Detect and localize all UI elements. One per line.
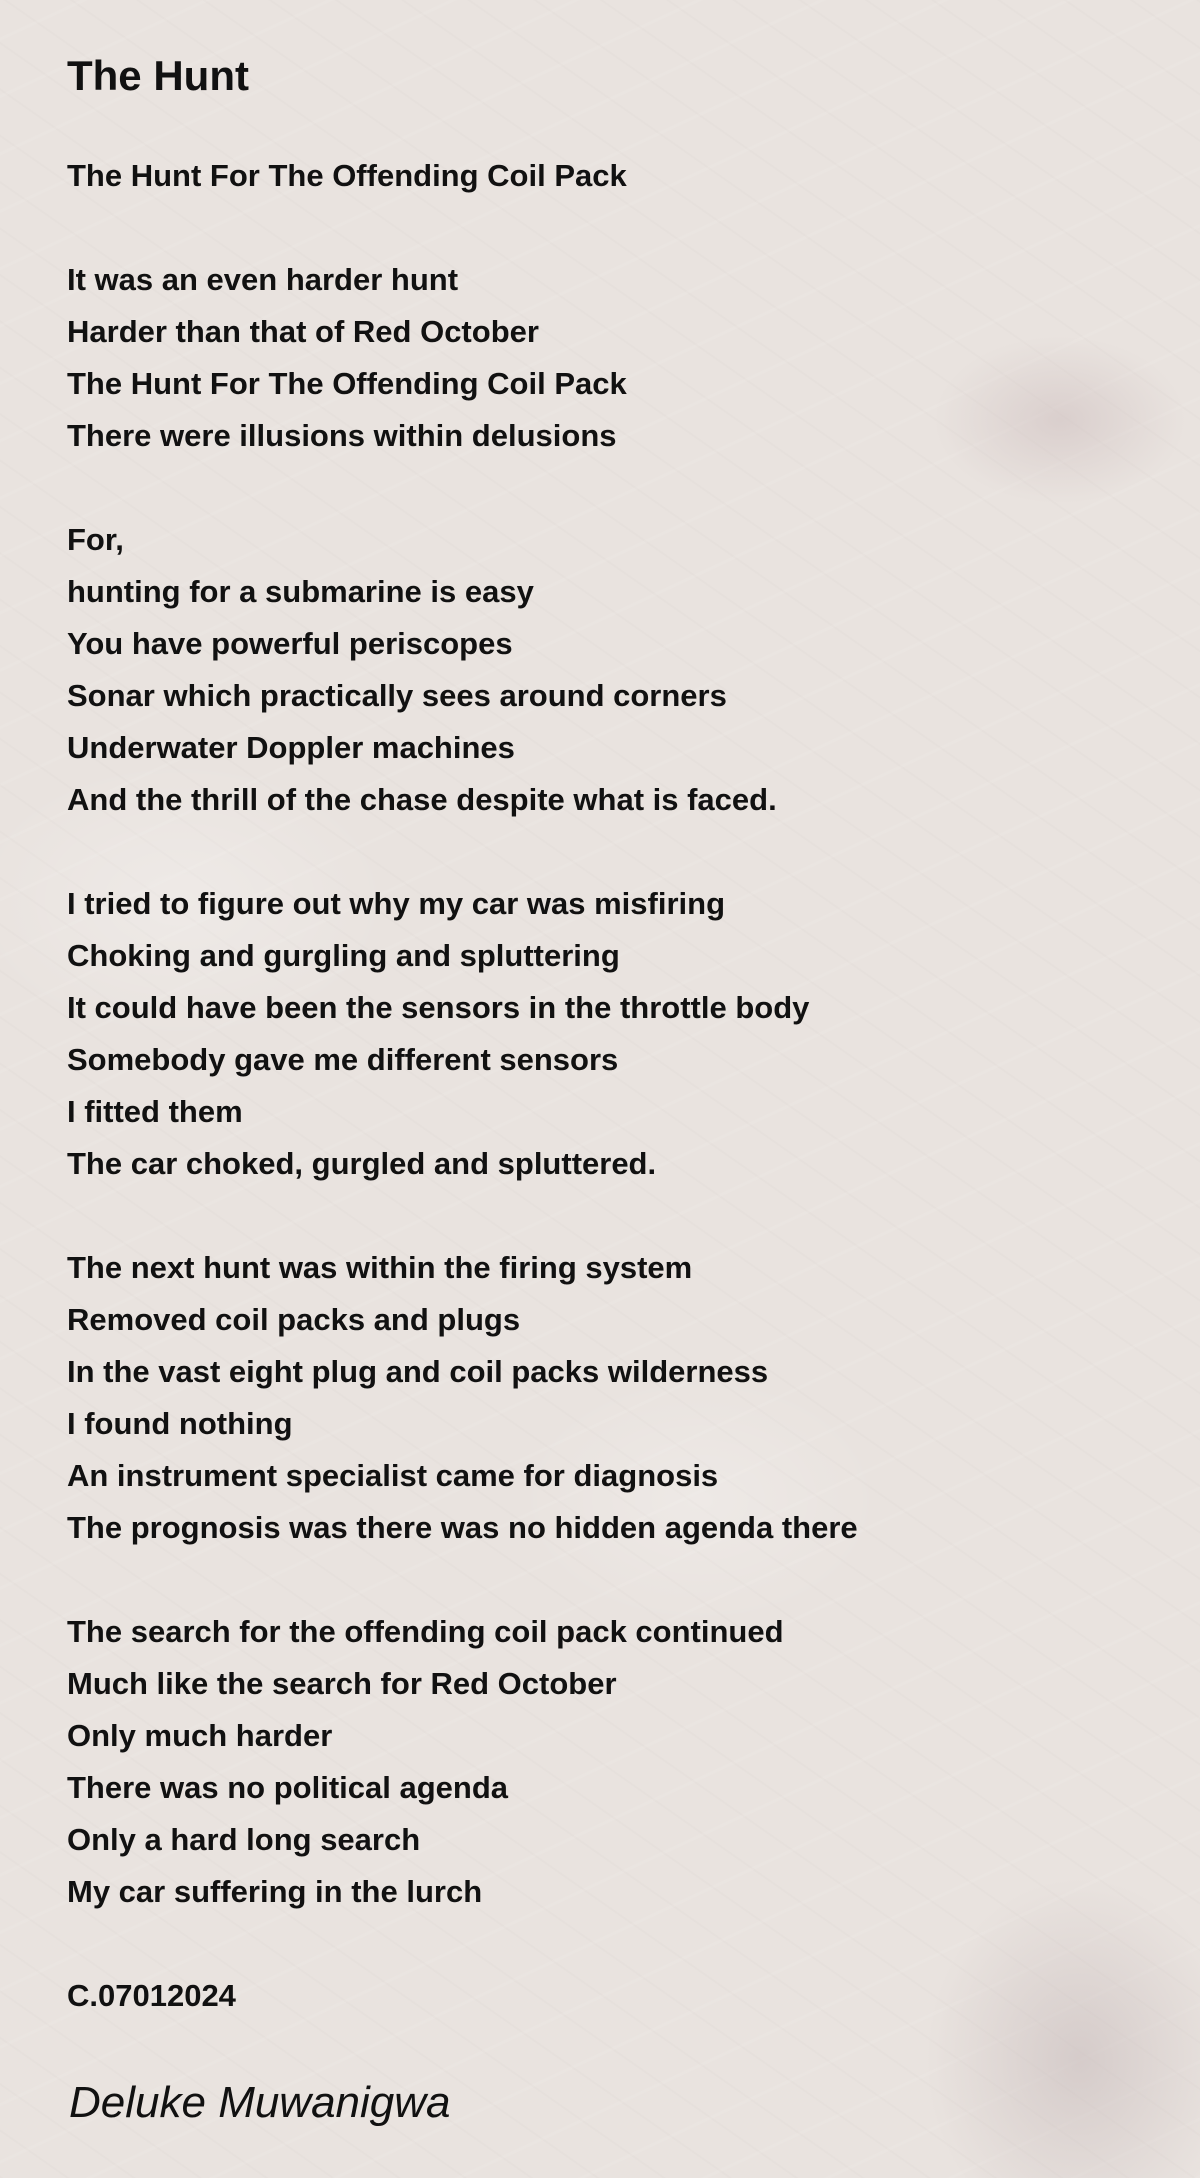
author-name: Deluke Muwanigwa: [69, 2078, 451, 2127]
poem-line: The prognosis was there was no hidden agenda there: [67, 1510, 858, 1545]
stanza-break: [67, 1554, 1147, 1606]
poem-date-code: C.07012024: [67, 1978, 236, 2013]
stanza-4: [67, 1242, 1147, 1554]
poem-line: The car choked, gurgled and spluttered.: [67, 1146, 657, 1181]
poem-line: There were illusions within delusions: [67, 418, 617, 453]
poem-line: Removed coil packs and plugs: [67, 1302, 521, 1337]
poem-line: Only a hard long search: [67, 1822, 421, 1857]
poem-line: Harder than that of Red October: [67, 314, 539, 349]
poem-line: The Hunt For The Offending Coil Pack: [67, 366, 627, 401]
poem-line: An instrument specialist came for diagnosis: [67, 1458, 719, 1493]
stanza-5: [67, 1606, 1147, 1918]
poem-body: [67, 150, 1147, 2022]
stanza-2: [67, 514, 1147, 826]
poem-line: Choking and gurgling and spluttering: [67, 938, 620, 973]
poem-line: You have powerful periscopes: [67, 626, 513, 661]
poem-line: Somebody gave me different sensors: [67, 1042, 619, 1077]
poem-line: Much like the search for Red October: [67, 1666, 617, 1701]
stanza-break: [67, 1918, 1147, 1970]
poem-line: The search for the offending coil pack continued: [67, 1614, 784, 1649]
poem-line: The next hunt was within the firing system: [67, 1250, 693, 1285]
poem-line: hunting for a submarine is easy: [67, 574, 534, 609]
poem-line: Sonar which practically sees around corners: [67, 678, 727, 713]
stanza-break: [67, 202, 1147, 254]
stanza-1: [67, 254, 1147, 462]
poem-line: In the vast eight plug and coil packs wilderness: [67, 1354, 769, 1389]
stanza-3: [67, 878, 1147, 1190]
poem-line: It was an even harder hunt: [67, 262, 459, 297]
poem-line: My car suffering in the lurch: [67, 1874, 483, 1909]
poem-line: There was no political agenda: [67, 1770, 508, 1805]
poem-line: Only much harder: [67, 1718, 333, 1753]
stanza-break: [67, 1190, 1147, 1242]
poem-line: Underwater Doppler machines: [67, 730, 515, 765]
poem-line: And the thrill of the chase despite what is faced.: [67, 782, 777, 817]
stanza-break: [67, 462, 1147, 514]
poem-line: For,: [67, 522, 124, 557]
poem-line: I found nothing: [67, 1406, 293, 1441]
poem-line: I tried to figure out why my car was misfiring: [67, 886, 726, 921]
poem-title: The Hunt: [67, 52, 249, 99]
poem-subtitle: The Hunt For The Offending Coil Pack: [67, 158, 627, 193]
poem-line: I fitted them: [67, 1094, 243, 1129]
stanza-break: [67, 826, 1147, 878]
poem-line: It could have been the sensors in the throttle body: [67, 990, 810, 1025]
